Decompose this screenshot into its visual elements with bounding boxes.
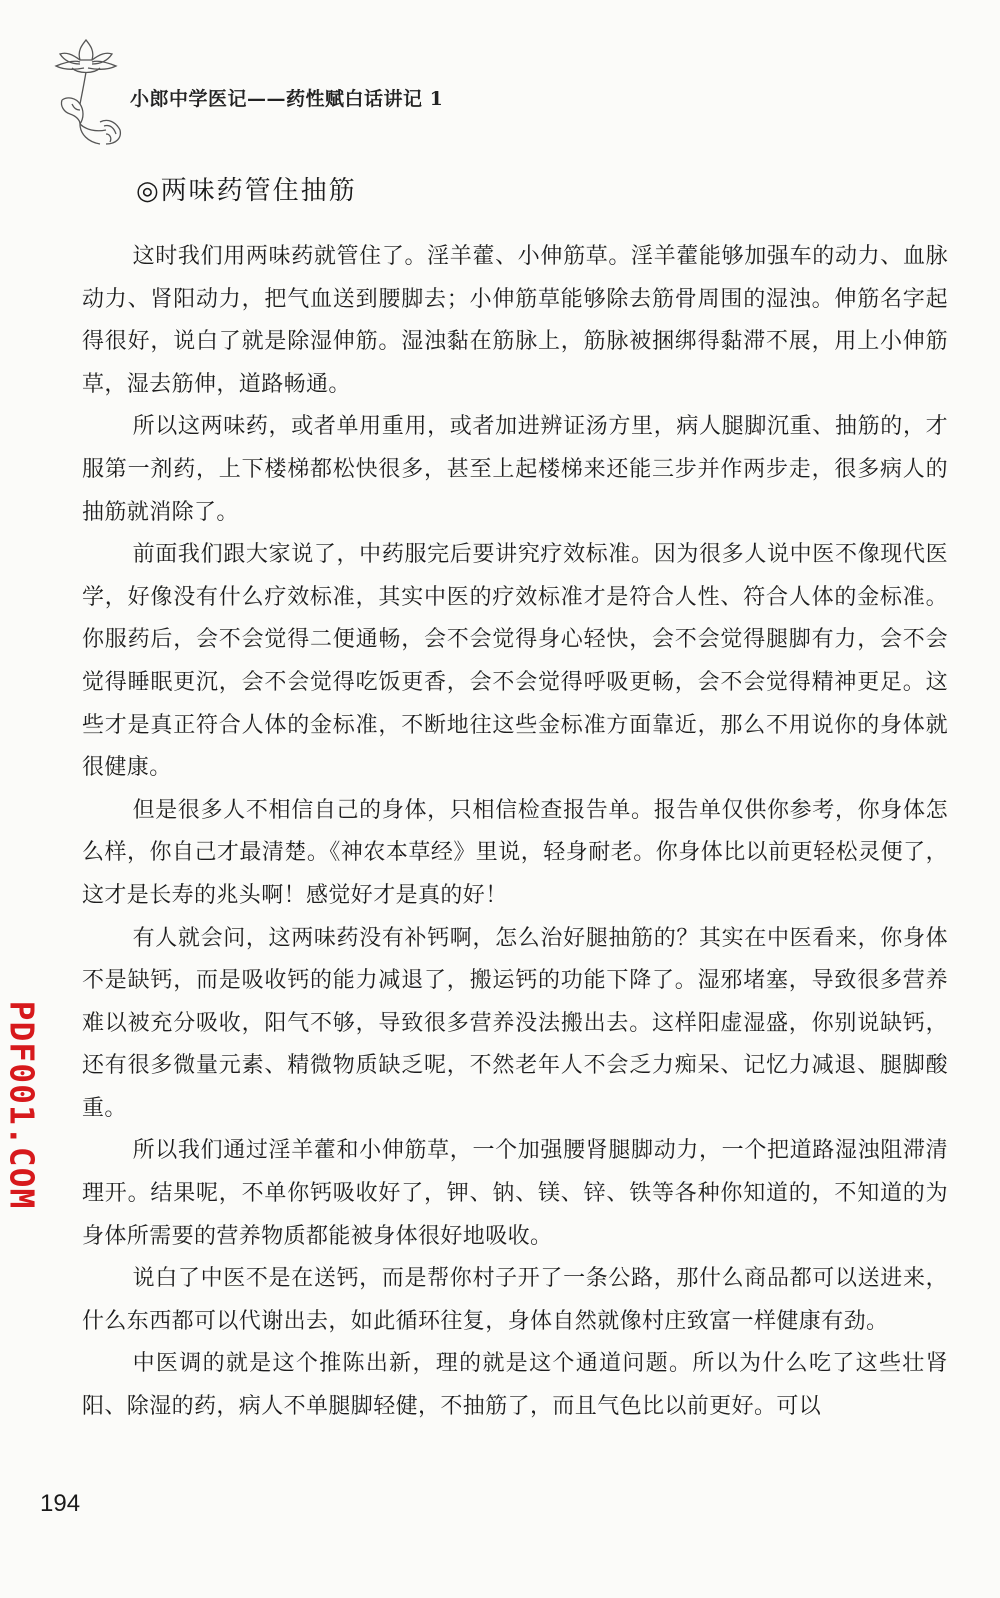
page-number: 194 bbox=[40, 1490, 81, 1517]
watermark bbox=[2, 985, 42, 1225]
paragraph: 这时我们用两味药就管住了。淫羊藿、小伸筋草。淫羊藿能够加强车的动力、血脉动力、肾阳动力，把气血送到腰脚去；小伸筋草能够除去筋骨周围的湿浊。伸筋名字起得很好，说白了就是除湿伸筋。湿浊黏在筋脉上，筋脉被捆绑得黏滞不展，用上小伸筋草，湿去筋伸，道路畅通。 bbox=[82, 244, 948, 397]
section-title: ◎两味药管住抽筋 bbox=[136, 176, 357, 206]
page-header bbox=[50, 38, 750, 148]
paragraph: 有人就会问，这两味药没有补钙啊，怎么治好腿抽筋的？其实在中医看来，你身体不是缺钙，而是吸收钙的能力减退了，搬运钙的功能下降了。湿邪堵塞，导致很多营养难以被充分吸收，阳气不够，导致很多营养没法搬出去。这样阳虚湿盛，你别说缺钙，还有很多微量元素、精微物质缺乏呢，不然老年人不会乏力痴呆、记忆力减退、腿脚酸重。 bbox=[82, 925, 948, 1121]
paragraph: 但是很多人不相信自己的身体，只相信检查报告单。报告单仅供你参考，你身体怎么样，你自己才最清楚。《神农本草经》里说，轻身耐老。你身体比以前更轻松灵便了，这才是长寿的兆头啊！感觉好才是真的好！ bbox=[82, 797, 948, 908]
watermark-text: PDF001.COM bbox=[2, 1000, 42, 1210]
paragraph: 前面我们跟大家说了，中药服完后要讲究疗效标准。因为很多人说中医不像现代医学，好像没有什么疗效标准，其实中医的疗效标准才是符合人性、符合人体的金标准。你服药后，会不会觉得二便通畅，会不会觉得身心轻快，会不会觉得腿脚有力，会不会觉得睡眠更沉，会不会觉得吃饭更香，会不会觉得呼吸更畅，会不会觉得精神更足。这些才是真正符合人体的金标准，不断地往这些金标准方面靠近，那么不用说你的身体就很健康。 bbox=[82, 542, 948, 781]
paragraph: 说白了中医不是在送钙，而是帮你村子开了一条公路，那什么商品都可以送进来，什么东西都可以代谢出去，如此循环往复，身体自然就像村庄致富一样健康有劲。 bbox=[82, 1266, 948, 1334]
lotus-hand-icon bbox=[50, 38, 130, 148]
paragraph: 所以这两味药，或者单用重用，或者加进辨证汤方里，病人腿脚沉重、抽筋的，才服第一剂药，上下楼梯都松快很多，甚至上起楼梯来还能三步并作两步走，很多病人的抽筋就消除了。 bbox=[82, 414, 948, 525]
book-title: 小郎中学医记——药性赋白话讲记 1 bbox=[130, 88, 444, 110]
paragraph: 所以我们通过淫羊藿和小伸筋草，一个加强腰肾腿脚动力，一个把道路湿浊阻滞清理开。结果呢，不单你钙吸收好了，钾、钠、镁、锌、铁等各种你知道的，不知道的为身体所需要的营养物质都能被身体很好地吸收。 bbox=[82, 1138, 948, 1249]
body-text bbox=[82, 236, 948, 1429]
paragraph: 中医调的就是这个推陈出新，理的就是这个通道问题。所以为什么吃了这些壮肾阳、除湿的药，病人不单腿脚轻健，不抽筋了，而且气色比以前更好。可以 bbox=[82, 1351, 948, 1420]
